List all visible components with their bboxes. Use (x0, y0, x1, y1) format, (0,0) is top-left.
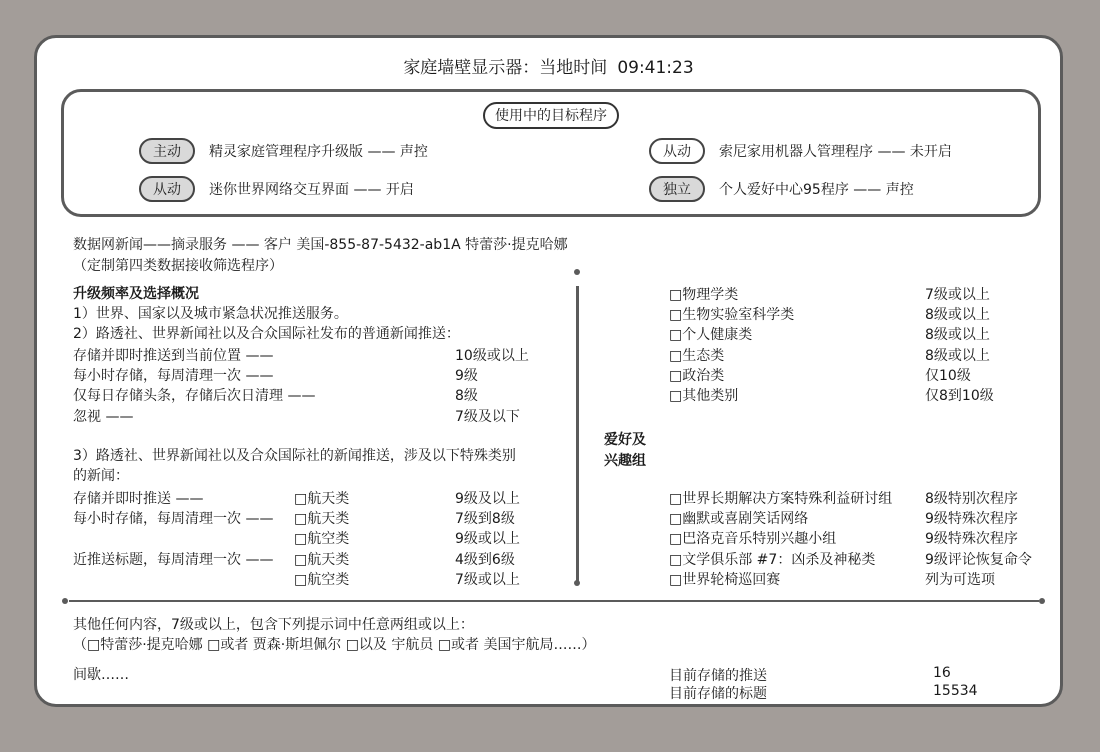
program-label: 迷你世界网络交互界面 —— 开启 (209, 182, 414, 198)
category-checkbox[interactable]: □航天类 (294, 491, 350, 507)
item-3-cont: 的新闻： (73, 468, 129, 484)
category-checkbox[interactable]: □生态类 (669, 348, 725, 364)
program-row-mini-world[interactable] (139, 176, 414, 202)
active-programs-title: 使用中的目标程序 (483, 102, 619, 129)
stored-push-count: 16 (933, 665, 951, 681)
level-value: 8级或以上 (925, 327, 990, 343)
divider-dot (574, 269, 580, 275)
category-checkbox[interactable]: □个人健康类 (669, 327, 753, 343)
hobby-group-label-2: 兴趣组 (604, 453, 646, 469)
level-value: 9级特殊次程序 (925, 511, 1018, 527)
level-value: 9级及以上 (455, 491, 520, 507)
category-checkbox[interactable]: □航天类 (294, 552, 350, 568)
hobby-checkbox[interactable]: □巴洛克音乐特别兴趣小组 (669, 531, 837, 547)
level-value: 4级到6级 (455, 552, 515, 568)
news-service-line: 数据网新闻——摘录服务 —— 客户 美国-855-87-5432-ab1A 特蕾莎·提克哈娜 (73, 237, 568, 253)
mode-badge-slave[interactable]: 从动 (649, 138, 705, 164)
list-item: 仅每日存储头条，存储后次日清理 —— (73, 388, 316, 404)
local-time: 09:41:23 (617, 58, 694, 78)
program-label: 索尼家用机器人管理程序 —— 未开启 (719, 144, 952, 160)
list-item: 近推送标题，每周清理一次 —— (73, 552, 274, 568)
mode-badge-master[interactable]: 主动 (139, 138, 195, 164)
category-checkbox[interactable]: □政治类 (669, 368, 725, 384)
hobby-checkbox[interactable]: □幽默或喜剧笑话网络 (669, 511, 809, 527)
item-2: 2）路透社、世界新闻社以及合众国际社发布的普通新闻推送： (73, 326, 460, 342)
level-value: 仅8到10级 (925, 388, 994, 404)
pause-status: 间歇…… (73, 667, 129, 683)
hobby-checkbox[interactable]: □文学俱乐部 #7：凶杀及神秘类 (669, 552, 876, 568)
title-text: 家庭墙壁显示器：当地时间 (403, 58, 608, 78)
program-label: 精灵家庭管理程序升级版 —— 声控 (209, 144, 428, 160)
level-value: 9级 (455, 368, 478, 384)
program-row-genie[interactable] (139, 138, 428, 164)
list-item: 忽视 —— (73, 409, 134, 425)
item-3: 3）路透社、世界新闻社以及合众国际社的新闻推送，涉及以下特殊类别 (73, 448, 516, 464)
column-divider (576, 286, 579, 582)
level-value: 7级或以上 (455, 572, 520, 588)
stored-title-label: 目前存储的标题 (669, 686, 767, 702)
category-checkbox[interactable]: □物理学类 (669, 287, 739, 303)
hobby-checkbox[interactable]: □世界轮椅巡回赛 (669, 572, 781, 588)
page-title (37, 53, 1060, 78)
level-value: 8级或以上 (925, 307, 990, 323)
level-value: 7级及以下 (455, 409, 520, 425)
level-value: 7级或以上 (925, 287, 990, 303)
category-checkbox[interactable]: □航空类 (294, 572, 350, 588)
filter-program-note: （定制第四类数据接收筛选程序） (73, 258, 283, 274)
level-value: 仅10级 (925, 368, 971, 384)
level-value: 7级到8级 (455, 511, 515, 527)
mode-badge-slave[interactable]: 从动 (139, 176, 195, 202)
hobby-checkbox[interactable]: □世界长期解决方案特殊利益研讨组 (669, 491, 893, 507)
level-value: 8级 (455, 388, 478, 404)
category-checkbox[interactable]: □其他类别 (669, 388, 739, 404)
active-programs-panel (61, 89, 1041, 217)
level-value: 8级特别次程序 (925, 491, 1018, 507)
keyword-list: （□特蕾莎·提克哈娜 □或者 贾森·斯坦佩尔 □以及 宇航员 □或者 美国宇航局……） (73, 637, 596, 653)
mode-badge-independent[interactable]: 独立 (649, 176, 705, 202)
divider-dot (1039, 598, 1045, 604)
list-item: 存储并即时推送到当前位置 —— (73, 348, 274, 364)
level-value: 列为可选项 (925, 572, 995, 588)
wall-display-screen (34, 35, 1063, 707)
stored-push-label: 目前存储的推送 (669, 668, 767, 684)
divider-dot (574, 580, 580, 586)
divider-dot (62, 598, 68, 604)
hobby-group-label: 爱好及 (604, 432, 646, 448)
level-value: 8级或以上 (925, 348, 990, 364)
category-checkbox[interactable]: □航空类 (294, 531, 350, 547)
list-item: 每小时存储，每周清理一次 —— (73, 511, 274, 527)
category-checkbox[interactable]: □生物实验室科学类 (669, 307, 795, 323)
program-row-sony-robot[interactable] (649, 138, 952, 164)
program-row-hobby-center[interactable] (649, 176, 914, 202)
level-value: 10级或以上 (455, 348, 529, 364)
level-value: 9级特殊次程序 (925, 531, 1018, 547)
program-label: 个人爱好中心95程序 —— 声控 (719, 182, 914, 198)
keyword-rule: 其他任何内容，7级或以上，包含下列提示词中任意两组或以上： (73, 617, 474, 633)
stored-title-count: 15534 (933, 683, 978, 699)
list-item: 每小时存储，每周清理一次 —— (73, 368, 274, 384)
item-1: 1）世界、国家以及城市紧急状况推送服务。 (73, 306, 348, 322)
category-checkbox[interactable]: □航天类 (294, 511, 350, 527)
list-item: 存储并即时推送 —— (73, 491, 204, 507)
level-value: 9级评论恢复命令 (925, 552, 1032, 568)
upgrade-heading: 升级频率及选择概况 (73, 286, 199, 302)
level-value: 9级或以上 (455, 531, 520, 547)
section-divider (69, 600, 1039, 602)
